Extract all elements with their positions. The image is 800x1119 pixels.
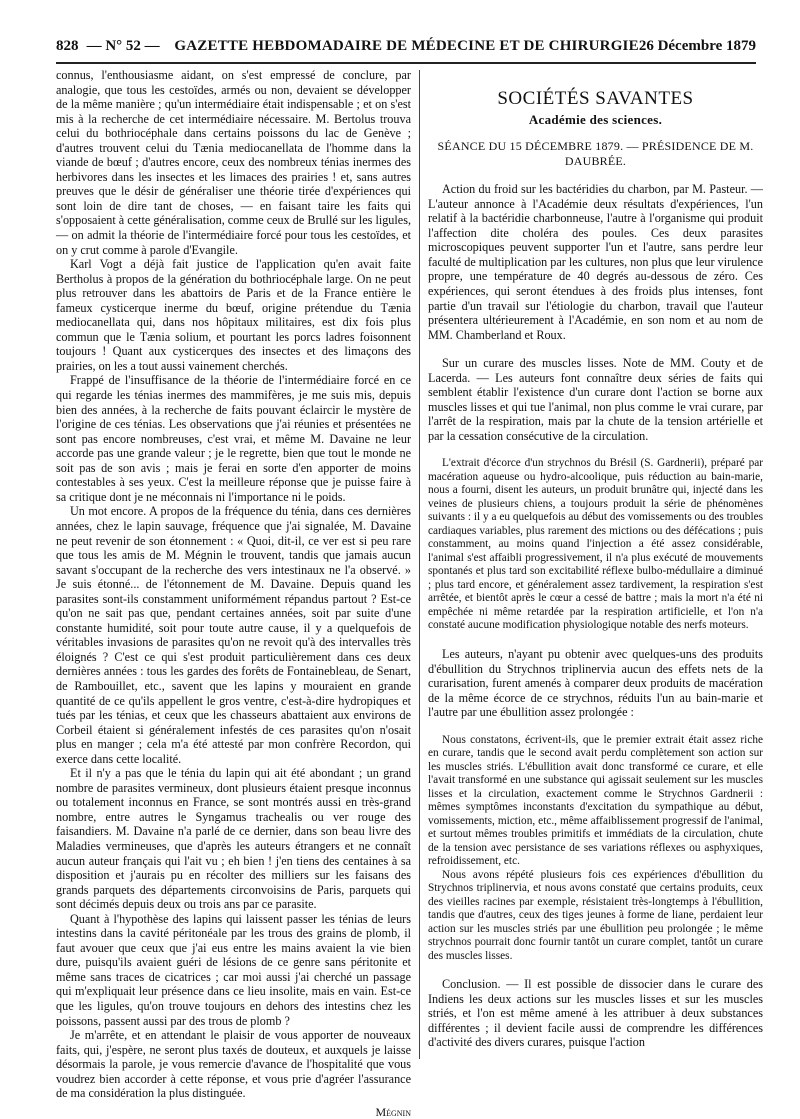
quoted-paragraph: Nous constatons, écrivent-ils, que le premier extrait était assez riche en curare, tandis que le second avait perdu complètement son action sur les muscles striés. L'ébullition avait donc transformé ce curare, et elle l'avait transformé en une substance qui agissait seulement sur les muscles lisses et la circulation, exactement comme le Strychnos Gardnerii : mêmes symptômes inconstants d'excitation du sympathique au début, vomissements, miction, etc., même affaiblissement progressif de l'animal, et surtout mêmes troubles primitifs et immédiats de la circulation, chute de la tension avec persistance de ses variations réflexes ou asphyxiques, refroidissement, etc. xyxy=(428,733,763,868)
journal-title: GAZETTE HEBDOMADAIRE DE MÉDECINE ET DE CHIRURGIE xyxy=(174,38,639,54)
quoted-paragraph: L'extrait d'écorce d'un strychnos du Brésil (S. Gardnerii), préparé par macération aqueuse ou hydro-alcoolique, puis réduction au bain-marie, nous a fourni, disent les auteurs, un produit brunâtre qui, injecté dans les veines de plusieurs chiens, a toujours produit la série de phénomènes suivants : il y a eu quelquefois au début des vomissements ou des troubles cardiaques variables, plus rarement des mictions ou des défécations ; puis constamment, au moins quand l'injection a été assez considérable, l'animal s'est affaibli progressivement, il n'a plus exécuté de mouvements spontanés et plus tard son excitabilité réflexe bulbo-médullaire a diminué ; plus tard encore, et généralement assez tardivement, la respiration s'est arrêtée, et bientôt après le cœur a cessé de battre ; mais la mort n'a été ni empêchée ni même retardée par la respiration artificielle, et l'on n'a constaté aucune modification physiologique notable des nerfs moteurs. xyxy=(428,457,763,632)
left-paragraph: Quant à l'hypothèse des lapins qui laissent passer les ténias de leurs intestins dans la cavité péritonéale par les trous des grains de plomb, il faut avouer que ceux que j'ai eus entre les mains avaient la vie bien dure, puisqu'ils avaient guéri de lésions de ce genre sans péritonite et même sans traces de cicatrices ; car moi aussi j'ai cherché un passage qui m'expliquait leur présence dans ce lieu insolite, mais en vain. Est-ce que les ligules, qu'on trouve toujours en dehors des intestins chez les poissons, passent aussi par des trous de plomb ? xyxy=(56,911,411,1028)
left-paragraph: Je m'arrête, et en attendant le plaisir de vous apporter de nouveaux faits, qui, j'espère, ne seront plus taxés de douteux, et auxquels je laisse désormais la parole, je vous remercie d'avance de l'hospitalité que vous voudrez bien accorder à cette réponse, et vous prie d'agréer l'assurance de ma considération la plus distinguée. xyxy=(56,1028,411,1101)
section-title: SOCIÉTÉS SAVANTES xyxy=(497,88,694,109)
page-header xyxy=(56,38,756,58)
seance-line: SÉANCE DU 15 DÉCEMBRE 1879. — PRÉSIDENCE DE M. DAUBRÉE. xyxy=(437,139,754,168)
right-paragraph: Les auteurs, n'ayant pu obtenir avec quelques-uns des produits d'ébullition du Strychnos triplinervia aucun des effets nets de la curarisation, furent amenés à comparer deux produits de macération de la même écorce de ce strychnos, réduits l'un au bain-marie et l'autre par une ébullition assez prolongée : xyxy=(428,646,763,720)
subsection-title: Académie des sciences. xyxy=(528,111,663,127)
quoted-paragraph: Nous avons répété plusieurs fois ces expériences d'ébullition du Strychnos triplinervia, et nous avons constaté que certains produits, ceux des vieilles racines par exemple, résistaient très-longtemps à l'ébullition, tandis que d'autres, ceux des tiges jeunes à forme de liane, perdaient leur action sur les muscles striés par une ébullition peu prolongée ; le même strychnos pourrait donc fournir tantôt un curare complet, tantôt un curare des muscles lisses. xyxy=(428,868,763,962)
left-paragraph: Un mot encore. A propos de la fréquence du ténia, dans ces dernières années, chez le lapin sauvage, fréquence que j'ai signalée, M. Davaine ne peut revenir de son étonnement : « Quoi, dit-il, ce ver est si peu rare que tous les amis de M. Mégnin le trouvent, tandis que jamais aucun savant s'occupant de la recherche des vers intestinaux ne l'a observé. » Je suis étonné... de l'étonnement de M. Davaine. Depuis quand les parasites sont-ils constamment uniformément répandus partout ? Est-ce qu'on ne sait pas que, pendant certaines années, soit par suite d'une constante humidité, soit pour toute autre cause, il y a quelquefois de véritables invasions de parasites qu'on ne revoit qu'à des intervalles très éloignés ? C'est ce qui s'est produit particulièrement dans ces deux dernières années : tous les gardes des forêts de Fontainebleau, de Senart, de Rambouillet, etc., savent que les lapins y mouraient en grande quantité de ce qu'ils appellent le gros ventre, c'est-à-dire hydropiques et tués par les ténias, et ceux que les chasseurs abattaient aux environs de Corbeil étaient si généralement infestés de ces parasites qu'on n'osait plus en manger ; cela m'a été attesté par mon confrère Recordon, qui exerce dans cette localité. xyxy=(56,504,411,766)
left-column xyxy=(56,68,411,1119)
right-paragraph: Action du froid sur les bactéridies du charbon, par M. Pasteur. — L'auteur annonce à l'Académie deux résultats d'expériences, l'un relatif à la bactéridie charbonneuse, l'autre à l'organisme qui produit l'affection dite choléra des poules. Ces deux parasites microscopiques peuvent supporter l'un et l'autre, sans perdre leur faculté de multiplication par les cultures, non plus que leur virulence propre, une température de 40 degrés au-dessous de zéro. Ces expériences, qui seront étendues à des froids plus intenses, font partie d'un travail sur l'étiologie du charbon, travail que l'auteur présentera ultérieurement à l'Académie, en son nom et au nom de MM. Chamberland et Roux. xyxy=(428,182,763,342)
left-paragraph: Frappé de l'insuffisance de la théorie de l'intermédiaire forcé en ce qui regarde les ténias inermes des mammifères, je me suis mis, depuis bien des années, à la recherche de faits pouvant éclaircir le mystère de l'origine de ces ténias. Les observations que j'ai réunies et présentées ne sont pas encore nombreuses, c'est vrai, et même M. Davaine ne leur accorde pas une grande valeur ; je le regrette, bien que tout le monde ne soit pas de son avis ; mais je ferai en sorte d'en apporter de moins contestables à ses yeux. C'est la meilleure réponse que je puisse faire à sa critique dont je ne méconnais ni l'importance ni le poids. xyxy=(56,373,411,504)
issue-number: — N° 52 — xyxy=(86,38,160,54)
right-paragraph: Sur un curare des muscles lisses. Note de MM. Couty et de Lacerda. — Les auteurs font connaître deux séries de faits qui semblent établir l'existence d'un curare dont l'action se borne aux muscles lisses et qui tue l'animal, non plus comme le vrai curare, par l'arrêt de la respiration, mais par la chute de la tension artérielle et par la cessation consécutive de la circulation. xyxy=(428,356,763,443)
left-paragraph: Karl Vogt a déjà fait justice de l'application qu'en avait faite Bertholus à propos de la génération du bothriocéphale large. On ne peut plus retrouver dans les abattoirs de Paris et de la France entière le fameux cysticerque inerme du bœuf, origine prétendue du Tænia mediocanellata qui, dans nos hôpitaux militaires, est dix fois plus commun que le Tænia solium, et pourtant les porcs ladres foisonnent toujours ! Quant aux cysticerques des insectes et des limaçons des prairies, on les a tout aussi vainement cherchés. xyxy=(56,257,411,373)
conclusion-paragraph: Conclusion. — Il est possible de dissocier dans le curare des Indiens les deux actions sur les muscles lisses et sur les muscles striés, et l'on est même amené à les attribuer à deux substances différentes ; il devient facile aussi de comprendre les différences d'activité des divers curares, puisque l'action xyxy=(428,977,763,1050)
author-signature: Mégnin xyxy=(375,1104,411,1119)
page-number: 828 xyxy=(56,38,79,54)
header-rule xyxy=(56,62,756,64)
column-divider xyxy=(419,70,420,1059)
left-paragraph: connus, l'enthousiasme aidant, on s'est empressé de conclure, par analogie, que tous les cestoïdes, armés ou non, devaient se développer de la même manière ; qu'un intermédiaire était indispensable ; et on s'est mis à la recherche de cet intermédiaire nécessaire. M. Bertolus trouva celui du bothriocéphale dans certains poissons du lac de Genève ; d'autres trouvent celui du Tænia mediocanellata de l'homme dans la viande de bœuf ; d'autres encore, ceux des nombreux ténias inermes des herbivores dans les insectes et les limaces des prairies ! et, sans autres preuves que le désir de généraliser une théorie tirée d'expériences qui sont loin de dire tant de choses, — en faisant taire les faits qui s'opposaient à cette généralisation, comme ceux de Brullé sur les ligules, — on admit la théorie de l'intermédiaire forcé pour tous les cestoïdes, et on y crut comme à parole d'Evangile. xyxy=(56,68,411,257)
right-column xyxy=(428,68,763,1050)
issue-date: 26 Décembre 1879 xyxy=(638,38,756,54)
left-paragraph: Et il n'y a pas que le ténia du lapin qui ait été abondant ; un grand nombre de parasites vermineux, dont plusieurs étaient presque inconnus ou totalement inconnus en France, se sont montrés aussi en très-grand nombre, entre autres le Syngamus trachealis ou ver rouge des faisandiers. M. Davaine n'a parlé de ce dernier, dans son beau livre des Maladies vermineuses, que d'après les auteurs étrangers et ne connaît aucun auteur français qui l'ait vu ; eh bien ! j'en tiens des centaines à sa disposition et j'aurais pu en récolter des milliers sur les faisans des grands parquets des départements circonvoisins de Paris, parquets qui sont décimés depuis deux ou trois ans par ce parasite. xyxy=(56,766,411,912)
